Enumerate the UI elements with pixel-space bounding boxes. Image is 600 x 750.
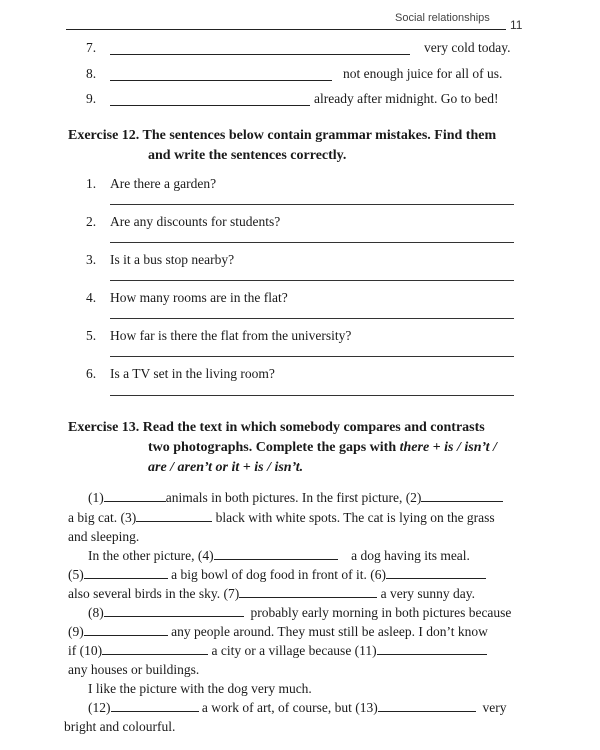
answer-line-1[interactable] bbox=[110, 204, 514, 205]
text-line-8: (9) any people around. They must still be asleep. I don’t know bbox=[68, 624, 488, 639]
question-2: 2. Are any discounts for students? bbox=[86, 214, 281, 229]
question-4: 4. How many rooms are in the flat? bbox=[86, 290, 288, 305]
answer-line-5[interactable] bbox=[110, 356, 514, 357]
exercise-13-heading bbox=[68, 418, 497, 478]
text-line-11: I like the picture with the dog very much. bbox=[88, 681, 312, 696]
gap-8[interactable] bbox=[104, 605, 244, 617]
answer-line-3[interactable] bbox=[110, 280, 514, 281]
exercise-12-heading bbox=[68, 126, 496, 166]
question-6: 6. Is a TV set in the living room? bbox=[86, 366, 275, 381]
text-line-6: also several birds in the sky. (7) a very sunny day. bbox=[68, 586, 475, 601]
text-line-10: any houses or buildings. bbox=[68, 662, 200, 677]
gap-2[interactable] bbox=[421, 490, 503, 502]
text-line-3: and sleeping. bbox=[68, 529, 140, 544]
gap-1[interactable] bbox=[104, 490, 166, 502]
gap-10[interactable] bbox=[102, 643, 208, 655]
item-7-blank[interactable] bbox=[110, 54, 410, 55]
item-9-text: already after midnight. Go to bed! bbox=[314, 91, 499, 106]
gap-12[interactable] bbox=[111, 700, 199, 712]
text-line-13: bright and colourful. bbox=[64, 719, 176, 734]
text-line-12: (12) a work of art, of course, but (13) very bbox=[88, 700, 507, 715]
exercise-12-line2: and write the sentences correctly. bbox=[148, 148, 347, 163]
item-7-number: 7. bbox=[86, 40, 97, 55]
exercise-13-line2: two photographs. Complete the gaps with there + is / isn’t / bbox=[148, 440, 497, 455]
text-line-1: (1) animals in both pictures. In the first picture, (2) bbox=[88, 490, 503, 506]
header-rule bbox=[66, 29, 506, 30]
text-line-9: if (10) a city or a village because (11) bbox=[68, 643, 487, 659]
item-9-number: 9. bbox=[86, 91, 97, 106]
question-5: 5. How far is there the flat from the university? bbox=[86, 328, 352, 343]
page-number: 11 bbox=[510, 18, 523, 32]
question-1: 1. Are there a garden? bbox=[86, 176, 217, 191]
item-9-blank[interactable] bbox=[110, 105, 310, 106]
text-line-2: a big cat. (3) black with white spots. The cat is lying on the grass bbox=[68, 510, 495, 525]
exercise-13-line1: Exercise 13. Read the text in which somebody compares and contrasts bbox=[68, 420, 485, 435]
gap-11[interactable] bbox=[377, 643, 487, 655]
exercise-13-line3: are / aren’t or it + is / isn’t. bbox=[148, 460, 304, 475]
gap-9[interactable] bbox=[84, 624, 168, 636]
gap-7[interactable] bbox=[239, 586, 377, 598]
text-line-5: (5) a big bowl of dog food in front of it. (6) bbox=[68, 567, 486, 583]
item-8-number: 8. bbox=[86, 66, 97, 81]
gap-3[interactable] bbox=[136, 510, 212, 522]
item-7-text: very cold today. bbox=[424, 40, 511, 55]
gap-5[interactable] bbox=[84, 567, 168, 579]
answer-line-2[interactable] bbox=[110, 242, 514, 243]
gap-4[interactable] bbox=[214, 548, 338, 560]
text-line-4: In the other picture, (4) a dog having its meal. bbox=[88, 548, 470, 563]
text-line-7: (8) probably early morning in both pictures because bbox=[88, 605, 512, 620]
answer-line-4[interactable] bbox=[110, 318, 514, 319]
gap-6[interactable] bbox=[386, 567, 486, 579]
running-head: Social relationships bbox=[395, 12, 490, 24]
exercise-12-line1: Exercise 12. The sentences below contain grammar mistakes. Find them bbox=[68, 128, 497, 143]
item-8-text: not enough juice for all of us. bbox=[343, 66, 503, 81]
question-3: 3. Is it a bus stop nearby? bbox=[86, 252, 235, 267]
item-8-blank[interactable] bbox=[110, 80, 332, 81]
gap-13[interactable] bbox=[378, 700, 476, 712]
answer-line-6[interactable] bbox=[110, 395, 514, 396]
